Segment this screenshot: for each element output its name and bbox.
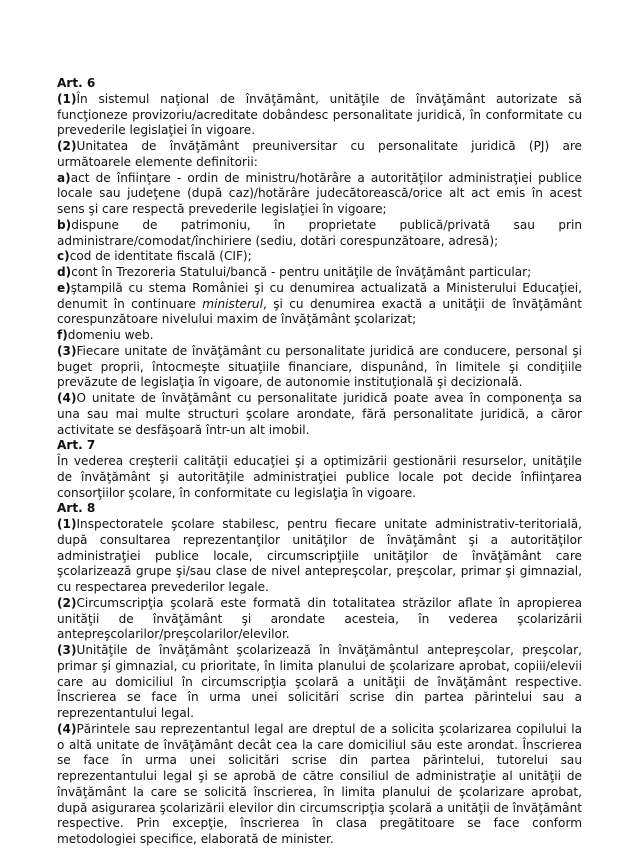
art6-paragraph-2 xyxy=(57,139,582,171)
paragraph-number: (4) xyxy=(57,721,77,736)
paragraph-text: Circumscripţia şcolară este formată din totalitatea străzilor aflate în apropierea unităţii de învăţământ şi arondate acesteia, în vederea şcolarizării antepreşcolarilor/preşcolarilor/elevilor. xyxy=(57,595,582,642)
item-letter: c) xyxy=(57,249,70,264)
art8-paragraph-1 xyxy=(57,517,582,596)
paragraph-text: Unităţile de învăţământ şcolarizează în învăţământul antepreşcolar, preşcolar, primar şi gimnazial, cu prioritate, în limita planului de şcolarizare aprobat, copiii/elevii care au domiciliul în circumscripţia şcolară a unităţii de învăţământ respective. Înscrierea se face în urma unei solicitări scrise din partea părintelui sau a reprezentantului legal. xyxy=(57,643,582,720)
item-text-italic: ministerul xyxy=(202,296,263,311)
item-letter: a) xyxy=(57,170,71,185)
paragraph-text: În sistemul naţional de învăţământ, unităţile de învăţământ autorizate să funcţioneze provizoriu/acreditate dobândesc personalitate juridică, în conformitate cu prevederile legislaţiei în vigoare. xyxy=(57,91,582,138)
art6-paragraph-4 xyxy=(57,391,582,438)
item-letter: d) xyxy=(57,265,72,279)
art6-paragraph-3 xyxy=(57,344,582,391)
paragraph-number: (3) xyxy=(57,643,77,657)
art6-item-a xyxy=(57,171,582,218)
paragraph-text: O unitate de învăţământ cu personalitate juridică poate avea în componenţa sa una sau mai multe structuri şcolare arondate, fără personalitate juridică, a căror activitate se desfăşoară într-un alt imobil. xyxy=(57,391,582,437)
art6-item-c xyxy=(57,249,582,265)
item-text: , şi cu denumirea exactă a unităţii de învăţământ corespunzătoare nivelului maxim de învăţământ şcolarizat; xyxy=(57,296,582,327)
item-text: domeniu web. xyxy=(67,328,154,342)
art8-paragraph-4 xyxy=(57,722,582,848)
paragraph-number: (2) xyxy=(57,595,77,610)
item-letter: b) xyxy=(57,217,72,232)
art6-item-f xyxy=(57,328,582,344)
paragraph-number: (4) xyxy=(57,391,77,405)
paragraph-number: (1) xyxy=(57,91,77,106)
paragraph-text: Inspectoratele şcolare stabilesc, pentru fiecare unitate administrativ-teritorială, după consultarea reprezentanţilor unităţilor de învăţământ şi a autorităţilor administraţiei publice locale, circumscripţiile unităţilor de învăţământ care şcolarizează grupe şi/sau clase de nivel antepreşcolar, preşcolar, primar şi gimnazial, cu respectarea prevederilor legale. xyxy=(57,517,582,594)
item-text: cod de identitate fiscală (CIF); xyxy=(69,249,252,264)
paragraph-text: Fiecare unitate de învăţământ cu personalitate juridică are conducere, personal şi buget proprii, întocmeşte situaţiile financiare, dispunând, în limitele şi condiţiile prevăzute de legislaţia în vigoare, de autonomie instituţională şi decizională. xyxy=(57,343,582,390)
art6-item-d xyxy=(57,265,582,281)
art6-item-b xyxy=(57,218,582,250)
article-7-heading: Art. 7 xyxy=(57,438,96,453)
art8-paragraph-2 xyxy=(57,596,582,643)
item-text: dispune de patrimoniu, în proprietate publică/privată sau prin administrare/comodat/închiriere (sediu, dotări corespunzătoare, adresă); xyxy=(57,217,582,248)
document-page xyxy=(57,76,582,848)
paragraph-number: (1) xyxy=(57,517,77,531)
article-8-heading: Art. 8 xyxy=(57,501,96,516)
paragraph-text: Unitatea de învăţământ preuniversitar cu personalitate juridică (PJ) are următoarele elemente definitorii: xyxy=(57,139,582,169)
paragraph-number: (2) xyxy=(57,139,77,153)
art6-item-e xyxy=(57,281,582,328)
art7-paragraph: În vederea creşterii calităţii educaţiei şi a optimizării gestionării resurselor, unităţile de învăţământ şi autorităţile administraţiei publice locale pot decide înfiinţarea consorţiilor şcolare, în conformitate cu legislaţia în vigoare. xyxy=(57,454,582,500)
item-letter: e) xyxy=(57,280,71,295)
item-text: cont în Trezoreria Statului/bancă - pentru unităţile de învăţământ particular; xyxy=(71,265,532,279)
art8-paragraph-3 xyxy=(57,643,582,722)
art6-paragraph-1 xyxy=(57,92,582,139)
article-6-heading: Art. 6 xyxy=(57,76,96,90)
paragraph-text: Părintele sau reprezentantul legal are dreptul de a solicita şcolarizarea copilului la o altă unitate de învăţământ decât cea la care domiciliul său este arondat. Înscrierea se face în urma unei solicitări scrise din partea părintelui, tutorelui sau reprezentantului legal şi se aprobă de către consiliul de administraţie al unităţii de învăţământ la care se solicită înscrierea, în limita planului de şcolarizare aprobat, după asigurarea şcolarizării elevilor din circumscripţia şcolară a unităţii de învăţământ respective. Prin excepţie, înscrierea în clasa pregătitoare se face conform metodologiei specifice, elaborată de minister. xyxy=(57,721,582,846)
paragraph-number: (3) xyxy=(57,343,77,358)
item-text: ştampilă cu stema României şi cu denumirea actualizată a Ministerului Educaţiei, denumit în continuare xyxy=(57,280,582,311)
item-text: act de înfiinţare - ordin de ministru/hotărâre a autorităţilor administraţiei publice locale sau judeţene (după caz)/hotărâre judecătorească/orice alt act emis în acest sens şi care respectă prevederile legislaţiei în vigoare; xyxy=(57,170,582,216)
item-letter: f) xyxy=(57,328,68,342)
